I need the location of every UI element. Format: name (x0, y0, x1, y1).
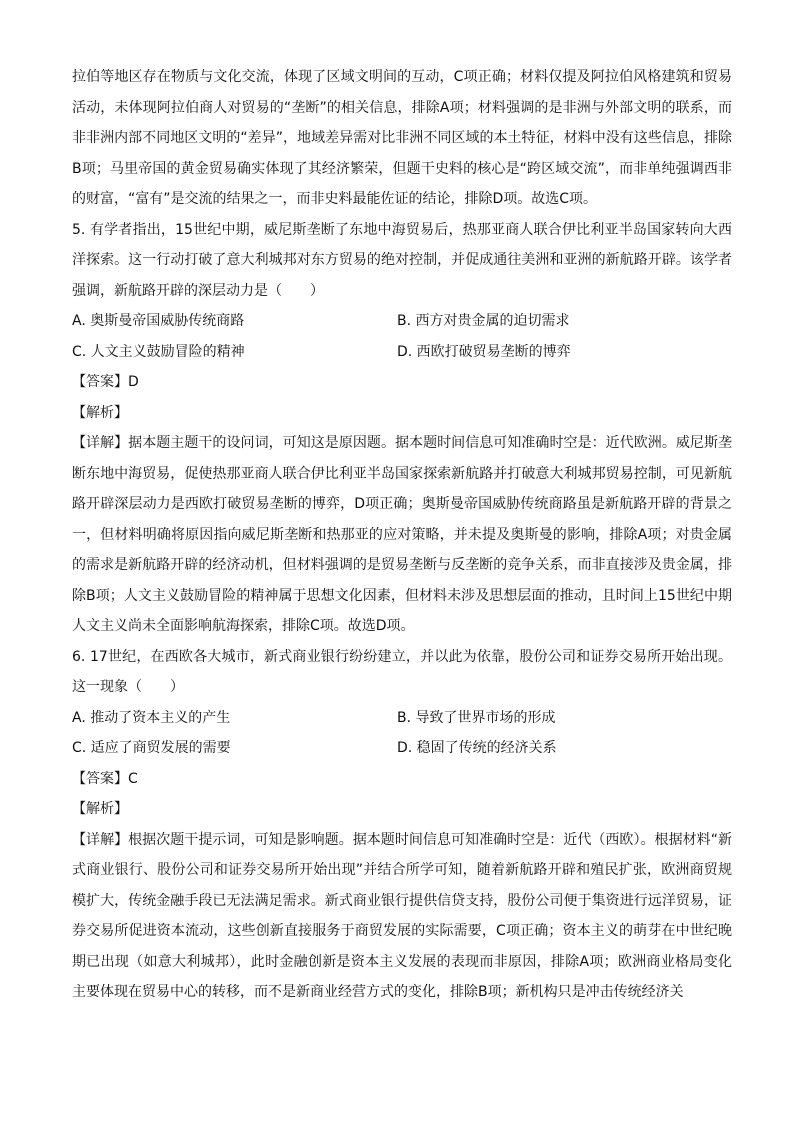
document-page (72, 62, 732, 1008)
option-a: A. 推动了资本主义的产生 (72, 709, 231, 726)
question-stem: 5. 有学者指出，15世纪中期，威尼斯垄断了东地中海贸易后，热那亚商人联合伊比利亚半岛国家转向大西洋探索。这一行动打破了意大利城邦对东方贸易的绝对控制，并促成通往美洲和亚洲的新航路开辟。该学者强调，新航路开辟的深层动力是（ ） (72, 221, 732, 299)
options-list (72, 306, 732, 367)
analysis-label: 【解析】 (72, 404, 128, 421)
option-c: C. 适应了商贸发展的需要 (72, 740, 231, 756)
option-b: B. 西方对贵金属的迫切需求 (397, 313, 570, 329)
analysis-label: 【解析】 (72, 801, 128, 817)
detail-paragraph: 【详解】据本题主题干的设问词，可知这是原因题。据本题时间信息可知准确时空是：近代欧洲。威尼斯垄断东地中海贸易，促使热那亚商人联合伊比利亚半岛国家探索新航路并打破意大利城邦贸易控制，可见新航路开辟深层动力是西欧打破贸易垄断的博弈，D项正确；奥斯曼帝国威胁传统商路虽是新航路开辟的背景之一，但材料明确将原因指向威尼斯垄断和热那亚的应对策略，并未提及奥斯曼的影响，排除A项；对贵金属的需求是新航路开辟的经济动机，但材料强调的是贸易垄断与反垄断的竞争关系，而非直接涉及贵金属，排除B项；人文主义鼓励冒险的精神属于思想文化因素，但材料未涉及思想层面的推动，且时间上15世纪中期人文主义尚未全面影响航海探索，排除C项。故选D项。 (72, 435, 732, 634)
option-c: C. 人文主义鼓励冒险的精神 (72, 343, 245, 360)
option-d: D. 西欧打破贸易垄断的博弈 (397, 343, 571, 360)
option-d: D. 稳固了传统的经济关系 (397, 740, 557, 756)
question-stem: 6. 17世纪，在西欧各大城市，新式商业银行纷纷建立，并以此为依靠，股份公司和证券交易所开始出现。这一现象（ ） (72, 648, 732, 695)
option-b: B. 导致了世界市场的形成 (397, 709, 556, 726)
detail-paragraph: 【详解】根据次题干提示词，可知是影响题。据本题时间信息可知准确时空是：近代（西欧）。根据材料“新式商业银行、股份公司和证券交易所开始出现”并结合所学可知，随着新航路开辟和殖民扩张，欧洲商贸规模扩大，传统金融手段已无法满足需求。新式商业银行提供信贷支持，股份公司便于集资进行远洋贸易，证券交易所促进资本流动，这些创新直接服务于商贸发展的实际需要，C项正确；资本主义的萌芽在中世纪晚期已出现（如意大利城邦），此时金融创新是资本主义发展的表现而非原因，排除A项；欧洲商业格局变化主要体现在贸易中心的转移，而不是新商业经营方式的变化，排除B项；新机构只是冲击传统经济关 (72, 831, 732, 1000)
question-6 (72, 642, 732, 1008)
question-5 (72, 215, 732, 642)
intro-paragraph: 拉伯等地区存在物质与文化交流，体现了区域文明间的互动，C项正确；材料仅提及阿拉伯风格建筑和贸易活动，未体现阿拉伯商人对贸易的“垄断”的相关信息，排除A项；材料强调的是非洲与外部文明的联系，而非非洲内部不同地区文明的“差异”，地域差异需对比非洲不同区域的本土特征，材料中没有这些信息，排除B项；马里帝国的黄金贸易确实体现了其经济繁荣，但题干史料的核心是“跨区域交流”，而非单纯强调西非的财富，“富有”是交流的结果之一，而非史料最能佐证的结论，排除D项。故选C项。 (72, 69, 732, 207)
answer-label: 【答案】D (72, 374, 139, 390)
options-list (72, 703, 732, 764)
answer-label: 【答案】C (72, 770, 138, 787)
option-a: A. 奥斯曼帝国威胁传统商路 (72, 313, 245, 329)
